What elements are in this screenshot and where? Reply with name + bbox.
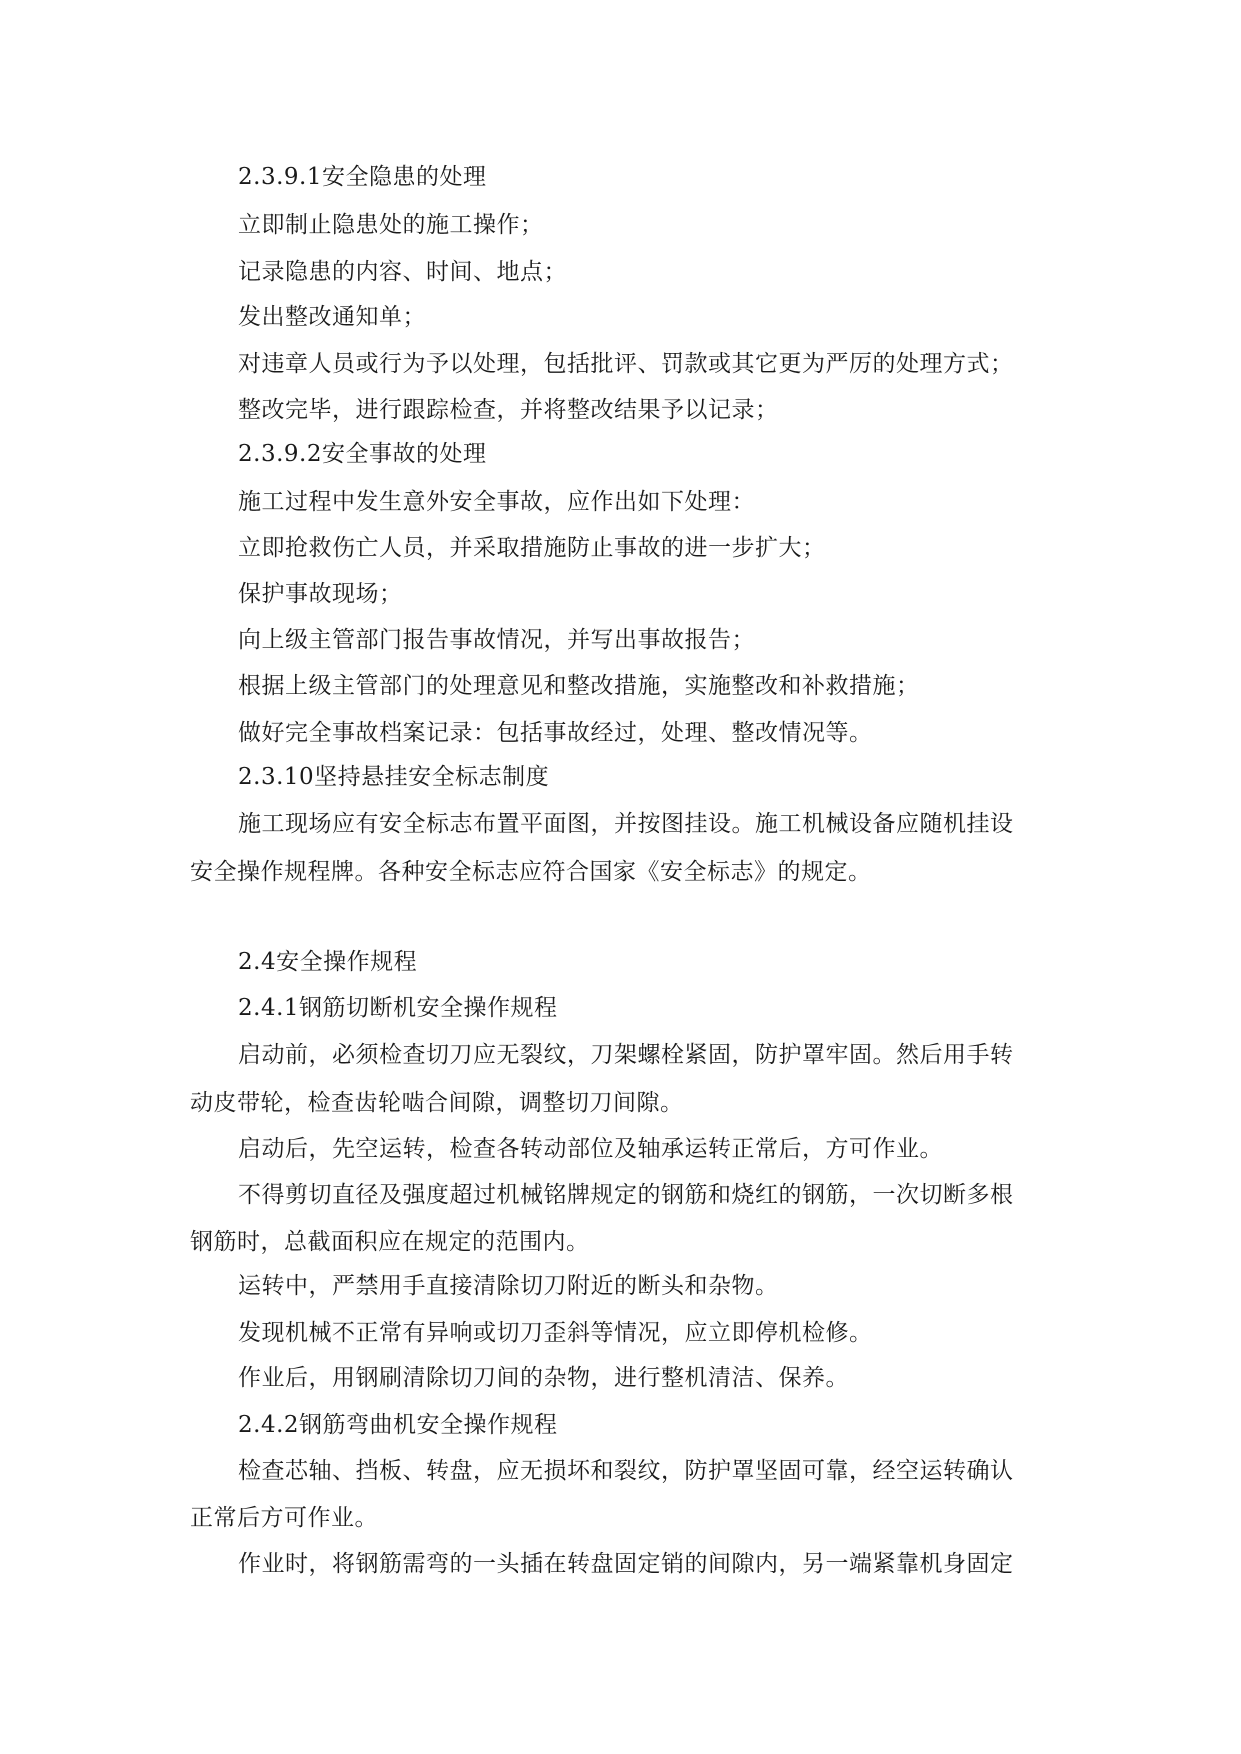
paragraph-line: 启动前，必须检查切刀应无裂纹，刀架螺栓紧固，防护罩牢固。然后用手转 [238, 1042, 1014, 1068]
paragraph-line: 检查芯轴、挡板、转盘，应无损坏和裂纹，防护罩坚固可靠，经空运转确认 [238, 1458, 1014, 1484]
paragraph-line: 钢筋时，总截面积应在规定的范围内。 [190, 1229, 590, 1255]
paragraph-line: 作业时，将钢筋需弯的一头插在转盘固定销的间隙内，另一端紧靠机身固定 [238, 1551, 1014, 1577]
paragraph-line: 整改完毕，进行跟踪检查，并将整改结果予以记录； [238, 397, 779, 423]
paragraph-line: 发现机械不正常有异响或切刀歪斜等情况，应立即停机检修。 [238, 1320, 873, 1346]
paragraph-line: 立即抢救伤亡人员，并采取措施防止事故的进一步扩大； [238, 535, 826, 561]
section-heading-241: 2.4.1钢筋切断机安全操作规程 [238, 995, 558, 1021]
paragraph-line: 保护事故现场； [238, 581, 403, 607]
paragraph-line: 向上级主管部门报告事故情况，并写出事故报告； [238, 627, 755, 653]
paragraph-line: 运转中，严禁用手直接清除切刀附近的断头和杂物。 [238, 1273, 779, 1299]
paragraph-line: 启动后，先空运转，检查各转动部位及轴承运转正常后，方可作业。 [238, 1136, 943, 1162]
section-heading-242: 2.4.2钢筋弯曲机安全操作规程 [238, 1412, 558, 1438]
paragraph-line: 作业后，用钢刷清除切刀间的杂物，进行整机清洁、保养。 [238, 1365, 849, 1391]
section-heading-2392: 2.3.9.2安全事故的处理 [238, 441, 487, 467]
section-heading-24: 2.4安全操作规程 [238, 949, 418, 975]
section-heading-2310: 2.3.10坚持悬挂安全标志制度 [238, 764, 550, 790]
paragraph-line: 记录隐患的内容、时间、地点； [238, 259, 567, 285]
section-heading-2391: 2.3.9.1安全隐患的处理 [238, 164, 487, 190]
paragraph-line: 正常后方可作业。 [190, 1505, 378, 1531]
paragraph-line: 根据上级主管部门的处理意见和整改措施，实施整改和补救措施； [238, 673, 920, 699]
paragraph-line: 动皮带轮，检查齿轮啮合间隙，调整切刀间隙。 [190, 1090, 684, 1116]
paragraph-line: 施工现场应有安全标志布置平面图，并按图挂设。施工机械设备应随机挂设 [238, 811, 1014, 837]
paragraph-line: 发出整改通知单； [238, 304, 426, 330]
paragraph-line: 安全操作规程牌。各种安全标志应符合国家《安全标志》的规定。 [190, 859, 872, 885]
paragraph-line: 做好完全事故档案记录：包括事故经过，处理、整改情况等。 [238, 720, 873, 746]
paragraph-line: 不得剪切直径及强度超过机械铭牌规定的钢筋和烧红的钢筋，一次切断多根 [238, 1182, 1014, 1208]
paragraph-line: 施工过程中发生意外安全事故，应作出如下处理： [238, 489, 755, 515]
paragraph-line: 立即制止隐患处的施工操作； [238, 212, 544, 238]
paragraph-line: 对违章人员或行为予以处理，包括批评、罚款或其它更为严厉的处理方式； [238, 351, 1014, 377]
